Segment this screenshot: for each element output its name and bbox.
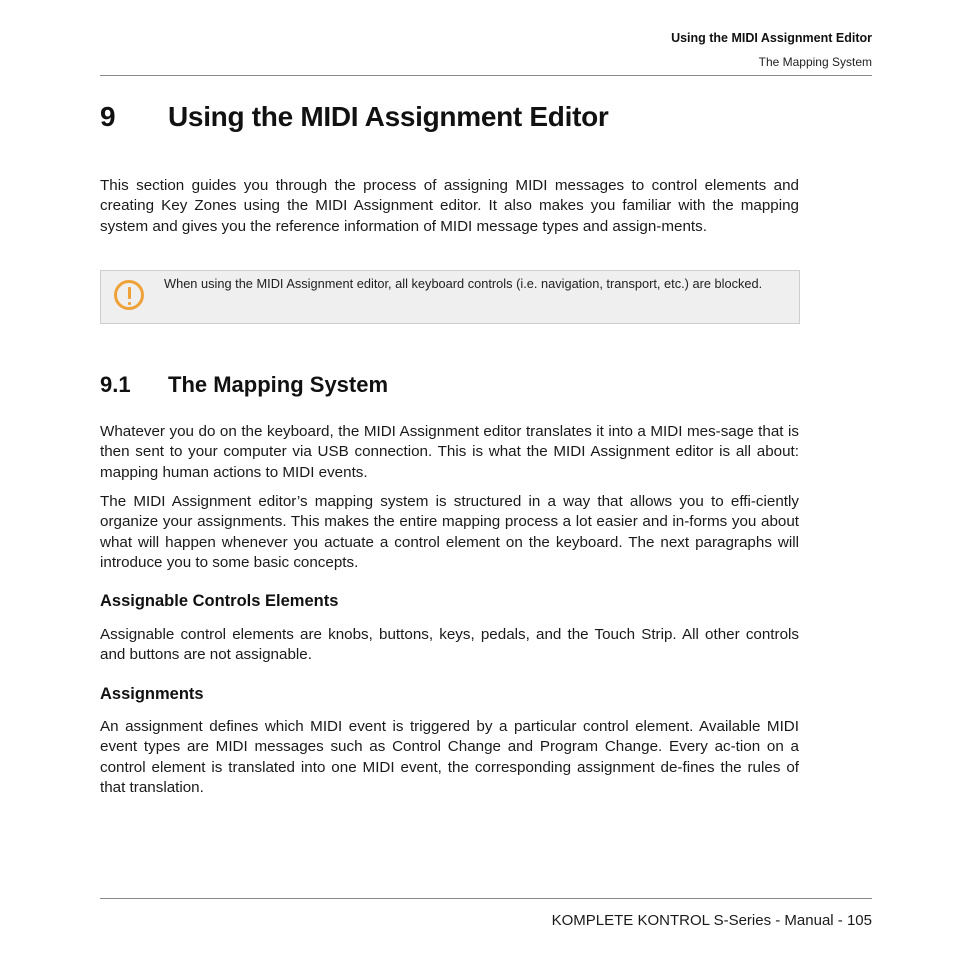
chapter-heading	[100, 101, 609, 133]
note-text: When using the MIDI Assignment editor, all keyboard controls (i.e. navigation, transport, etc.) are blocked.	[164, 276, 763, 291]
section-number: 9.1	[100, 372, 131, 397]
footer-divider	[100, 898, 872, 899]
section-title: The Mapping System	[168, 372, 389, 397]
section-paragraph: Whatever you do on the keyboard, the MIDI Assignment editor translates it into a MIDI mes-sage that is then sent to your computer via USB connection. This is what the MIDI Assignment editor is all about: mapping human actions to MIDI events.	[100, 423, 799, 481]
page-footer: KOMPLETE KONTROL S-Series - Manual - 105	[551, 912, 872, 929]
subsection-heading: Assignments	[100, 685, 204, 703]
chapter-title: Using the MIDI Assignment Editor	[168, 101, 609, 132]
running-header-section: The Mapping System	[758, 55, 872, 69]
chapter-number: 9	[100, 101, 116, 132]
header-divider	[100, 75, 872, 76]
section-heading	[100, 372, 388, 398]
subsection-heading: Assignable Controls Elements	[100, 592, 339, 610]
section-paragraph: The MIDI Assignment editor’s mapping system is structured in a way that allows you to effi-ciently organize your assignments. This makes the entire mapping process a lot easier and in-forms you about what will happen whenever you actuate a control element on the keyboard. The next paragraphs will introduce you to some basic concepts.	[100, 493, 799, 571]
running-header-chapter: Using the MIDI Assignment Editor	[671, 31, 872, 45]
exclamation-icon	[114, 280, 144, 310]
chapter-intro: This section guides you through the process of assigning MIDI messages to control elements and creating Key Zones using the MIDI Assignment editor. It also makes you familiar with the mapping system and gives you the reference information of MIDI message types and assign-ments.	[100, 177, 799, 235]
note-box	[100, 270, 800, 324]
subsection-paragraph: Assignable control elements are knobs, buttons, keys, pedals, and the Touch Strip. All other controls and buttons are not assignable.	[100, 626, 799, 664]
subsection-paragraph: An assignment defines which MIDI event is triggered by a particular control element. Available MIDI event types are MIDI messages such as Control Change and Program Change. Every ac-tion on a control element is translated into one MIDI event, the corresponding assignment de-fines the rules of that translation.	[100, 718, 799, 796]
